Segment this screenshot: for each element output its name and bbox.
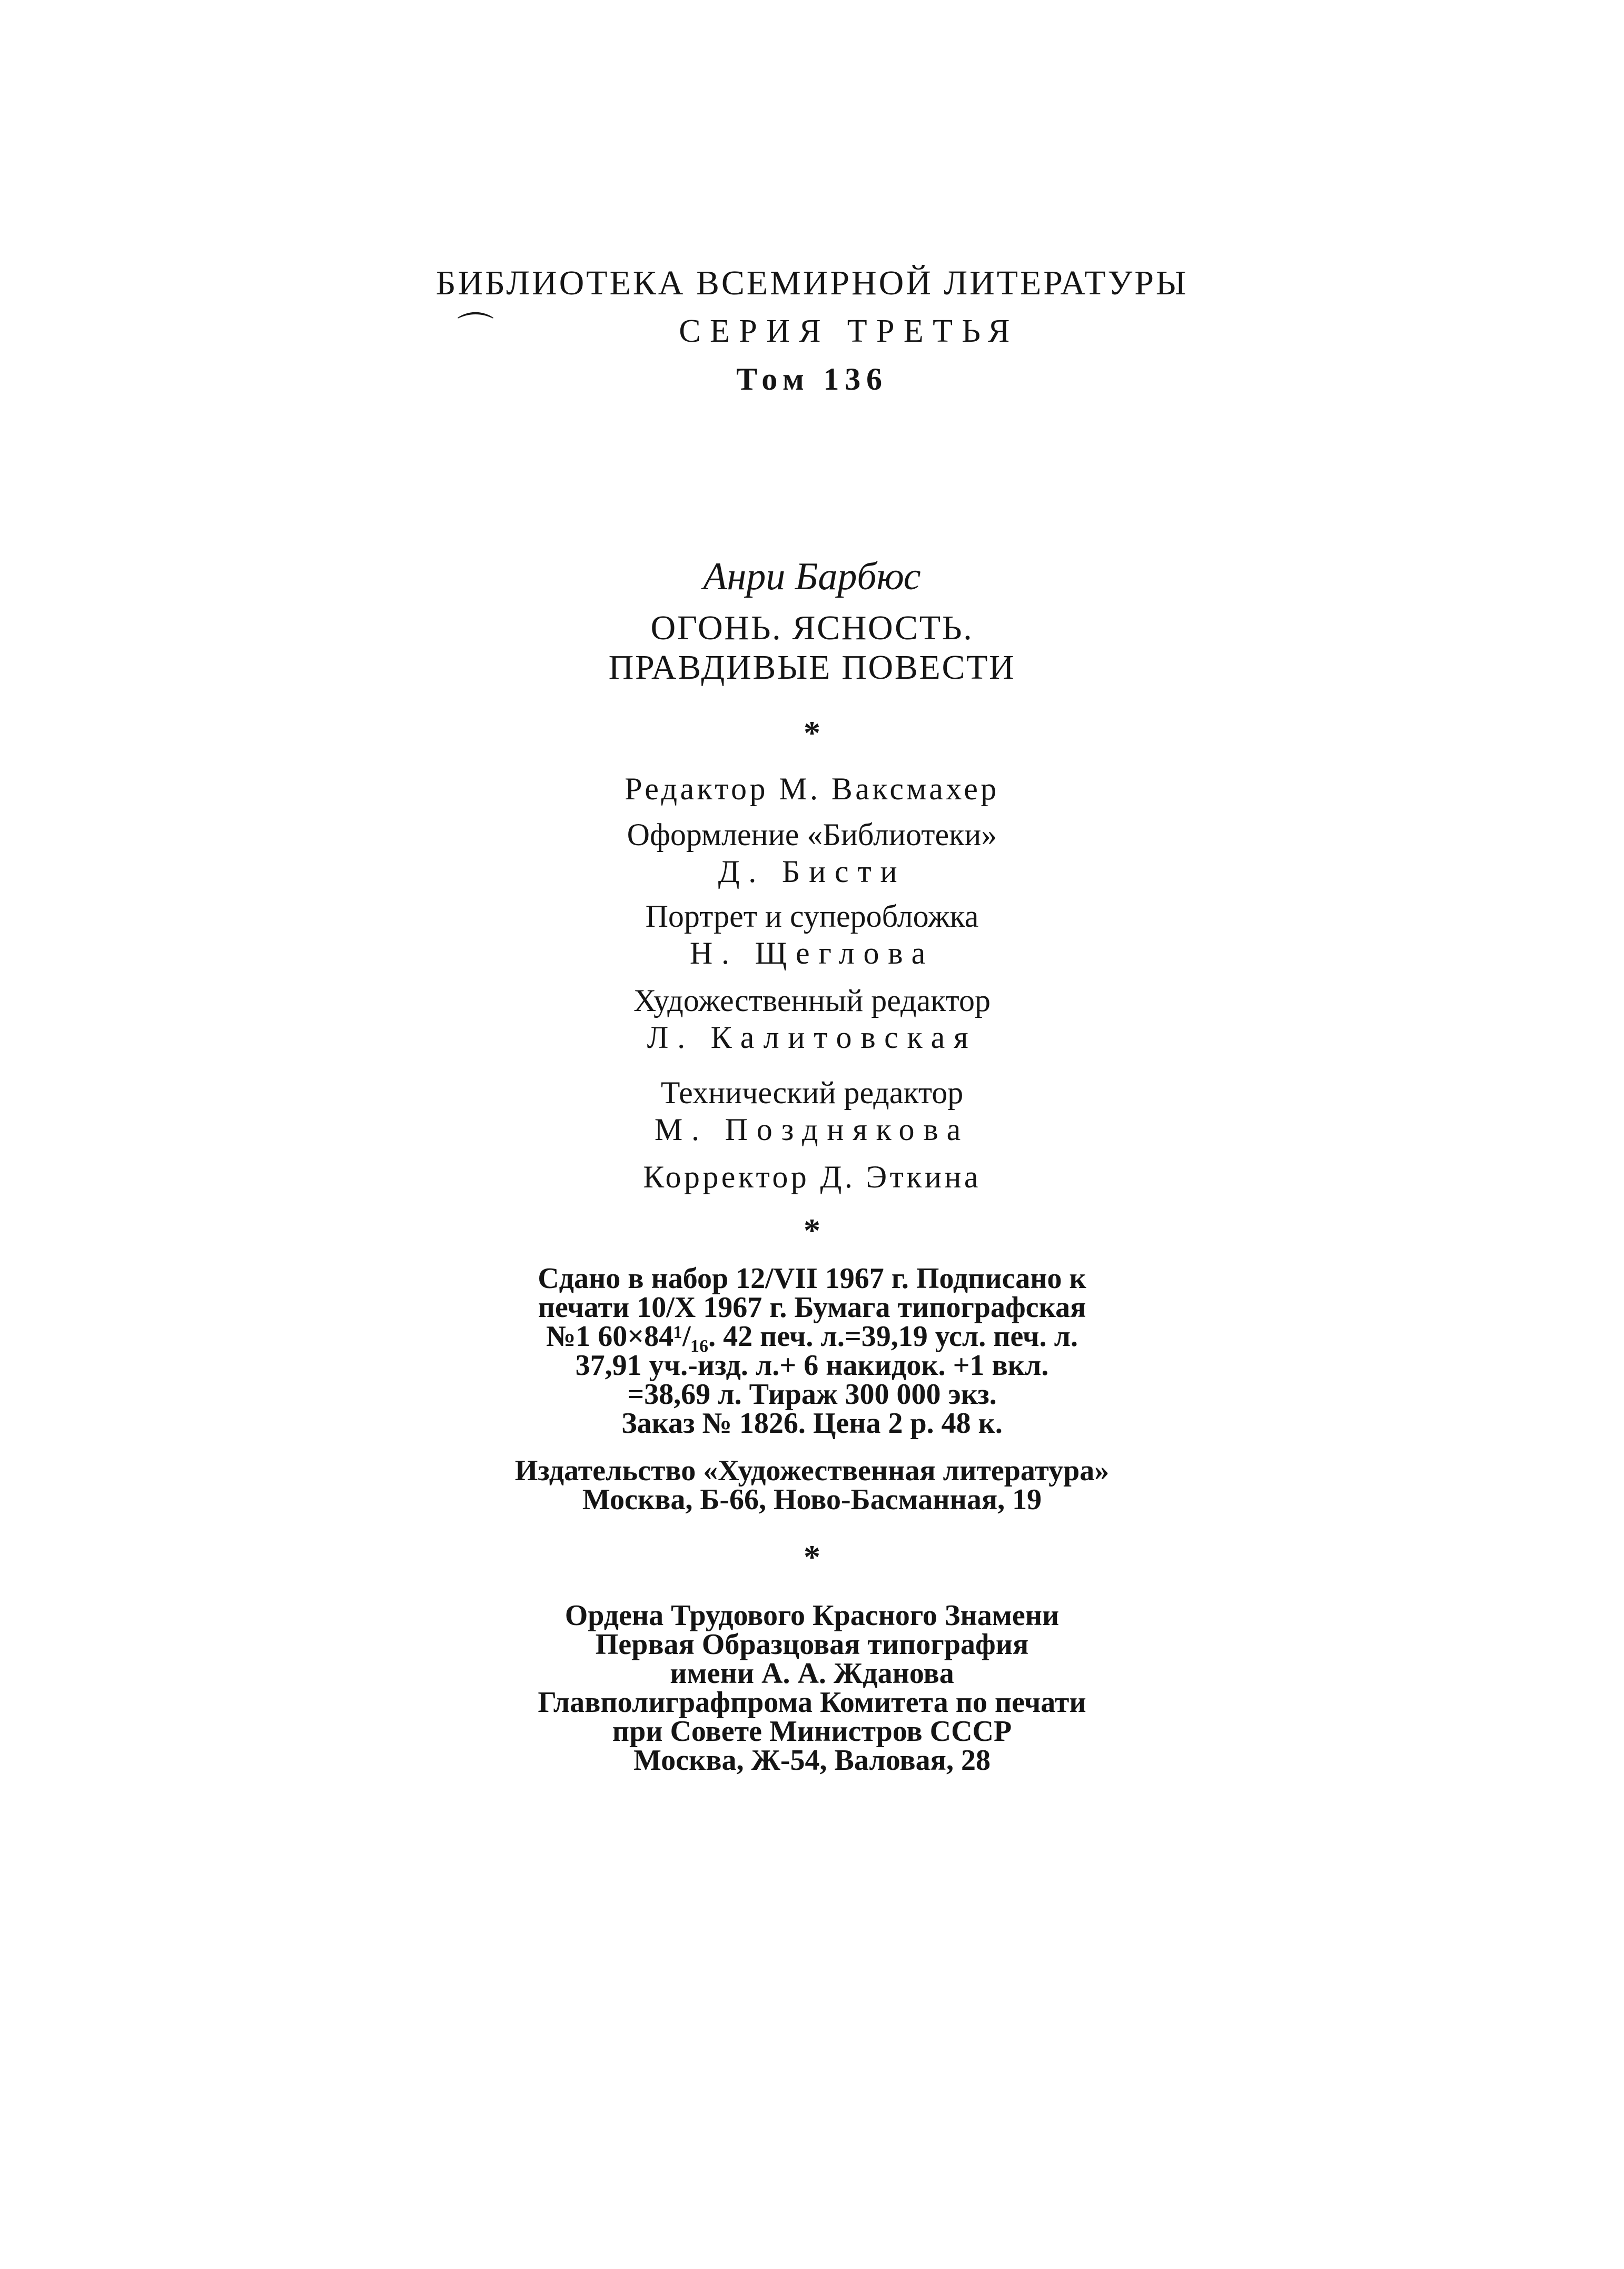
printer-line: Ордена Трудового Красного Знамени xyxy=(565,1599,1059,1632)
publisher-address: Москва, Б-66, Ново-Басманная, 19 xyxy=(582,1483,1042,1516)
printer-line: имени А. А. Жданова xyxy=(670,1657,954,1690)
volume-number: Том 136 xyxy=(736,362,888,397)
bird-mark: ⌒ xyxy=(457,311,494,352)
printer-line: Главполиграфпрома Комитета по печати xyxy=(538,1686,1086,1719)
portrait-label: Портрет и суперобложка xyxy=(645,899,979,934)
art-editor-label: Художественный редактор xyxy=(633,983,991,1018)
imprint-line: 37,91 уч.-изд. л.+ 6 накидок. +1 вкл. xyxy=(575,1349,1049,1382)
book-title-line1: ОГОНЬ. ЯСНОСТЬ. xyxy=(650,609,974,647)
printer-line: при Совете Министров СССР xyxy=(612,1715,1012,1748)
art-editor-name: Л. Калитовская xyxy=(647,1020,977,1055)
design-label: Оформление «Библиотеки» xyxy=(627,817,997,852)
proofreader-credit: Корректор Д. Эткина xyxy=(643,1160,981,1194)
tech-editor-label: Технический редактор xyxy=(660,1075,964,1110)
book-title-line2: ПРАВДИВЫЕ ПОВЕСТИ xyxy=(608,648,1016,687)
series-name: СЕРИЯ ТРЕТЬЯ xyxy=(679,313,1019,349)
imprint-line: №1 60×84¹/₁₆. 42 печ. л.=39,19 усл. печ. л. xyxy=(546,1320,1078,1353)
imprint-line: Сдано в набор 12/VII 1967 г. Подписано к xyxy=(538,1262,1086,1295)
printer-line: Первая Образцовая типография xyxy=(595,1628,1029,1661)
portrait-name: Н. Щеглова xyxy=(689,936,935,970)
printer-line: Москва, Ж-54, Валовая, 28 xyxy=(633,1744,991,1777)
separator-star-1: * xyxy=(804,714,820,751)
tech-editor-name: М. Позднякова xyxy=(654,1112,970,1147)
library-title: БИБЛИОТЕКА ВСЕМИРНОЙ ЛИТЕРАТУРЫ xyxy=(435,264,1189,302)
author-name: Анри Барбюс xyxy=(703,555,921,598)
design-name: Д. Бисти xyxy=(718,854,906,889)
editor-credit: Редактор М. Ваксмахер xyxy=(625,771,999,806)
separator-star-3: * xyxy=(804,1538,820,1576)
separator-star-2: * xyxy=(804,1212,820,1249)
publisher-name: Издательство «Художественная литература» xyxy=(514,1454,1110,1487)
imprint-line: печати 10/X 1967 г. Бумага типографская xyxy=(538,1291,1086,1324)
imprint-line: =38,69 л. Тираж 300 000 экз. xyxy=(627,1378,997,1411)
imprint-line: Заказ № 1826. Цена 2 р. 48 к. xyxy=(621,1407,1003,1440)
